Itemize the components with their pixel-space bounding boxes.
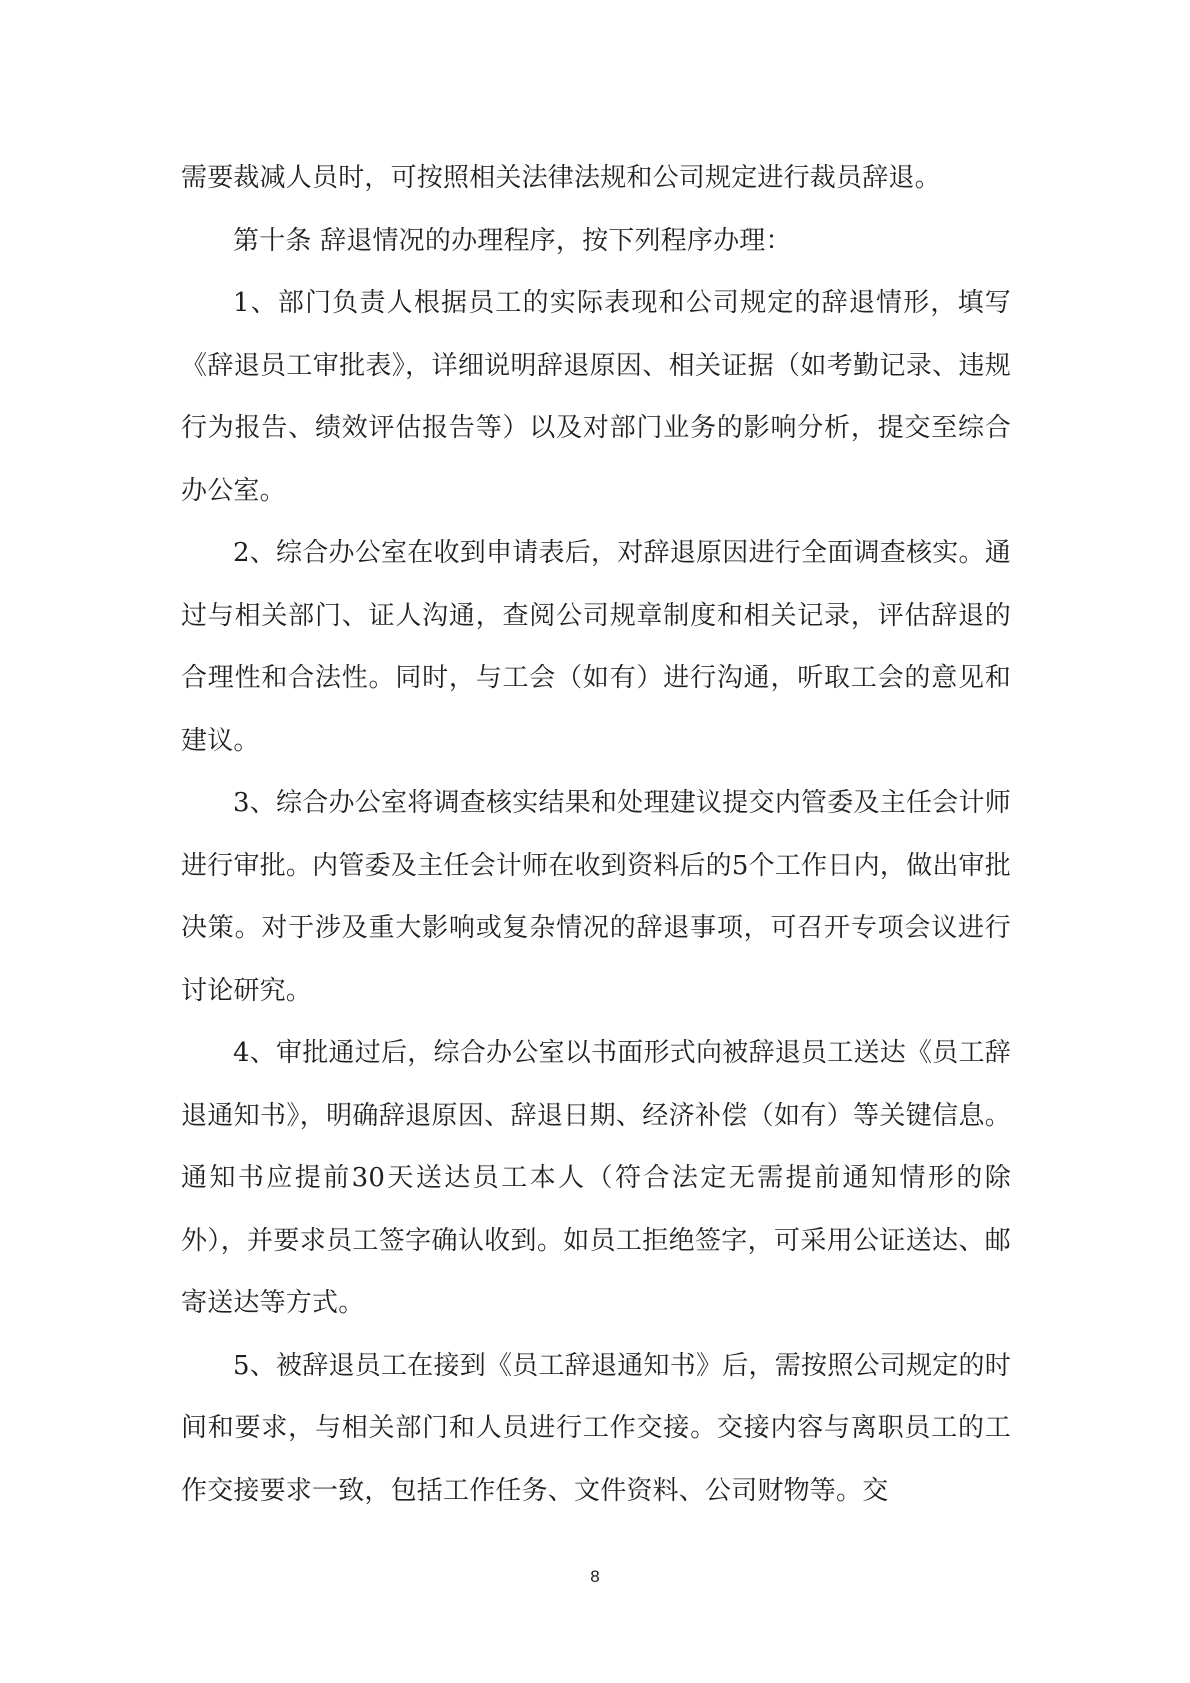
paragraph-step-5: 5、被辞退员工在接到《员工辞退通知书》后，需按照公司规定的时间和要求，与相关部门和人员进行工作交接。交接内容与离职员工的工作交接要求一致，包括工作任务、文件资料、公司财物等。交 [181, 1350, 1011, 1506]
document-body [181, 147, 1011, 1522]
page-number: 8 [590, 1567, 600, 1586]
paragraph-step-3: 3、综合办公室将调查核实结果和处理建议提交内管委及主任会计师进行审批。内管委及主任会计师在收到资料后的5个工作日内，做出审批决策。对于涉及重大影响或复杂情况的辞退事项，可召开专项会议进行讨论研究。 [181, 788, 1011, 1006]
paragraph-layoff-continuation: 需要裁减人员时，可按照相关法律法规和公司规定进行裁员辞退。 [181, 163, 941, 193]
paragraph-step-2: 2、综合办公室在收到申请表后，对辞退原因进行全面调查核实。通过与相关部门、证人沟通，查阅公司规章制度和相关记录，评估辞退的合理性和合法性。同时，与工会（如有）进行沟通，听取工会的意见和建议。 [181, 538, 1011, 756]
paragraph-step-1: 1、部门负责人根据员工的实际表现和公司规定的辞退情形，填写《辞退员工审批表》，详细说明辞退原因、相关证据（如考勤记录、违规行为报告、绩效评估报告等）以及对部门业务的影响分析，提交至综合办公室。 [181, 288, 1011, 506]
paragraph-article-ten: 第十条 辞退情况的办理程序，按下列程序办理： [233, 225, 792, 256]
paragraph-step-4: 4、审批通过后，综合办公室以书面形式向被辞退员工送达《员工辞退通知书》，明确辞退原因、辞退日期、经济补偿（如有）等关键信息。通知书应提前30天送达员工本人（符合法定无需提前通知情形的除外），并要求员工签字确认收到。如员工拒绝签字，可采用公证送达、邮寄送达等方式。 [181, 1038, 1011, 1318]
